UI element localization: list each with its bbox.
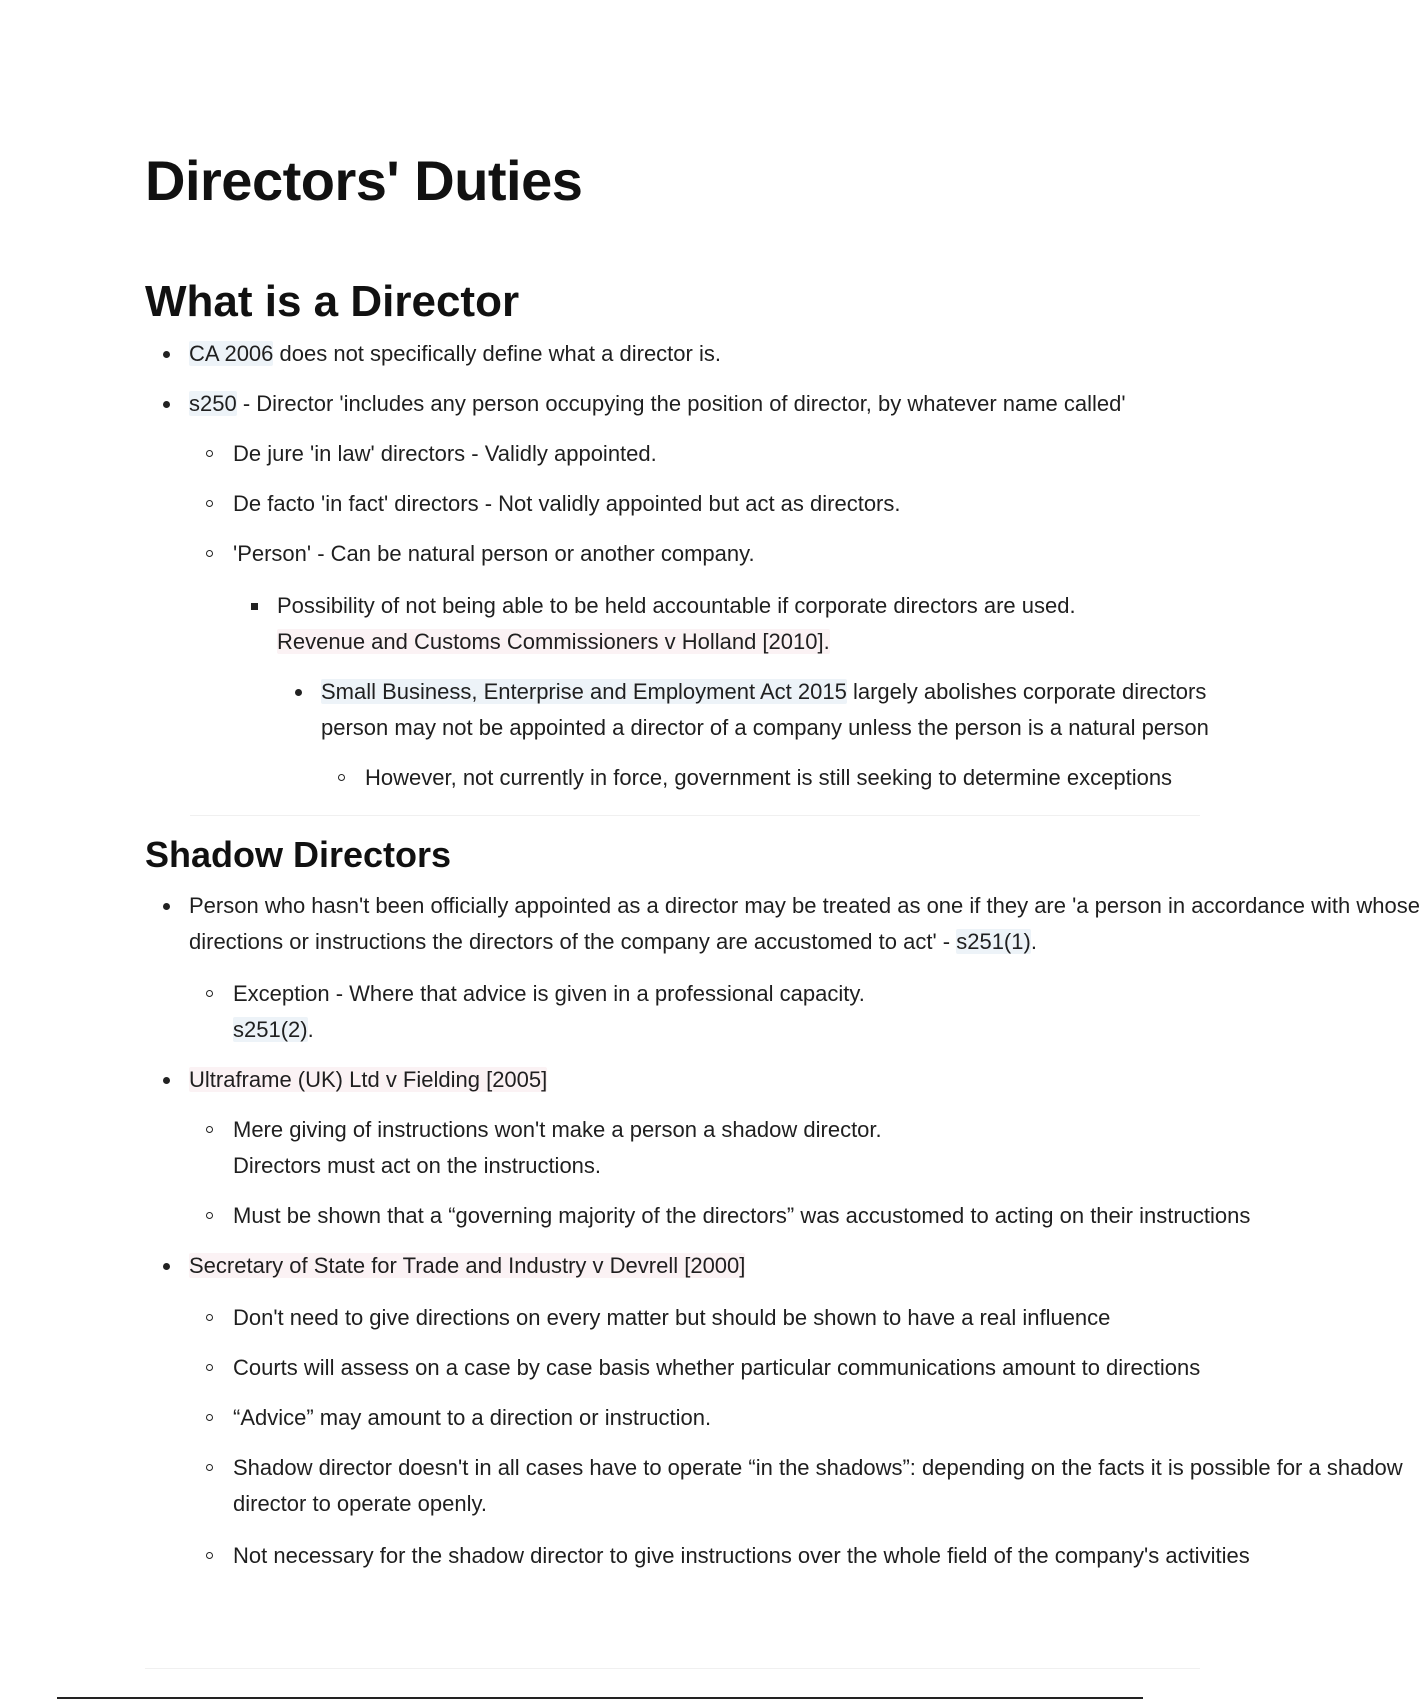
case-reference[interactable]: Ultraframe (UK) Ltd v Fielding [2005] [189,1067,548,1092]
section-heading-shadow-directors: Shadow Directors [145,834,452,875]
list-item-text: Person who hasn't been officially appointed as a director may be treated as one if they are 'a person in accordance with whose [189,893,1420,918]
list-item [145,336,1345,372]
statute-reference[interactable]: s251(1) [956,929,1031,954]
list-item-text: does not specifically define what a director is. [273,341,721,366]
list-item [145,1198,1345,1234]
list-item-text: person may not be appointed a director of a company unless the person is a natural person [321,715,1209,740]
list-item [145,486,1345,522]
list-item-text: De jure 'in law' directors - Validly appointed. [233,441,657,466]
list-item [145,1248,1345,1284]
list-item-text: Exception - Where that advice is given in a professional capacity. [233,981,865,1006]
list-item [145,674,1345,746]
list-item-text: Directors must act on the instructions. [233,1153,602,1178]
list-item [145,386,1345,422]
list-item-text: However, not currently in force, government is still seeking to determine exceptions [365,765,1173,790]
list-item-text: Don't need to give directions on every matter but should be shown to have a real influence [233,1305,1111,1330]
statute-reference[interactable]: s251(2) [233,1017,308,1042]
list-item [145,760,1345,796]
list-item [145,976,1345,1048]
statute-reference[interactable]: s250 [189,391,237,416]
list-item [145,1062,1345,1098]
list-item-text: - Director 'includes any person occupying the position of director, by whatever name called' [236,391,1126,416]
punctuation: . [1030,929,1037,954]
list-item [145,1450,1403,1522]
statute-reference[interactable]: Small Business, Enterprise and Employment Act 2015 [321,679,847,704]
list-item [145,1538,1345,1574]
list-item-text: “Advice” may amount to a direction or instruction. [233,1405,712,1430]
list-item [145,1300,1345,1336]
punctuation: . [307,1017,314,1042]
list-item [145,436,1345,472]
list-item-text: De facto 'in fact' directors - Not validly appointed but act as directors. [233,491,901,516]
document-content [145,140,1420,1574]
list-item-text: Shadow director doesn't in all cases have to operate “in the shadows”: depending on the facts it is possible for a shadow [233,1455,1403,1480]
list-item-text: Mere giving of instructions won't make a person a shadow director. [233,1117,882,1142]
page-title: Directors' Duties [145,149,583,212]
list-item-text: Must be shown that a “governing majority of the directors” was accustomed to acting on their instructions [233,1203,1251,1228]
list-item-text: Courts will assess on a case by case basis whether particular communications amount to directions [233,1355,1201,1380]
list-item-text: 'Person' - Can be natural person or another company. [233,541,755,566]
list-item-text: Not necessary for the shadow director to give instructions over the whole field of the company's activities [233,1543,1250,1568]
list-item-text: Possibility of not being able to be held accountable if corporate directors are used. [277,593,1076,618]
list-item [145,588,1345,660]
bottom-rule [57,1697,1143,1699]
list-item-text: directions or instructions the directors of the company are accustomed to act' - [189,929,957,954]
list-item [145,1112,1345,1184]
list-item [145,1400,1345,1436]
list-item [145,1350,1345,1386]
case-reference[interactable]: Secretary of State for Trade and Industry v Devrell [2000] [189,1253,746,1278]
list-item-text: largely abolishes corporate directors [846,679,1207,704]
case-reference[interactable]: Revenue and Customs Commissioners v Holland [2010]. [277,629,830,654]
list-item-text: director to operate openly. [233,1491,487,1516]
statute-reference[interactable]: CA 2006 [189,341,274,366]
list-item [145,536,1345,572]
list-item [145,888,1420,960]
section-divider [145,1668,1200,1669]
section-heading-what-is-a-director: What is a Director [145,277,520,326]
